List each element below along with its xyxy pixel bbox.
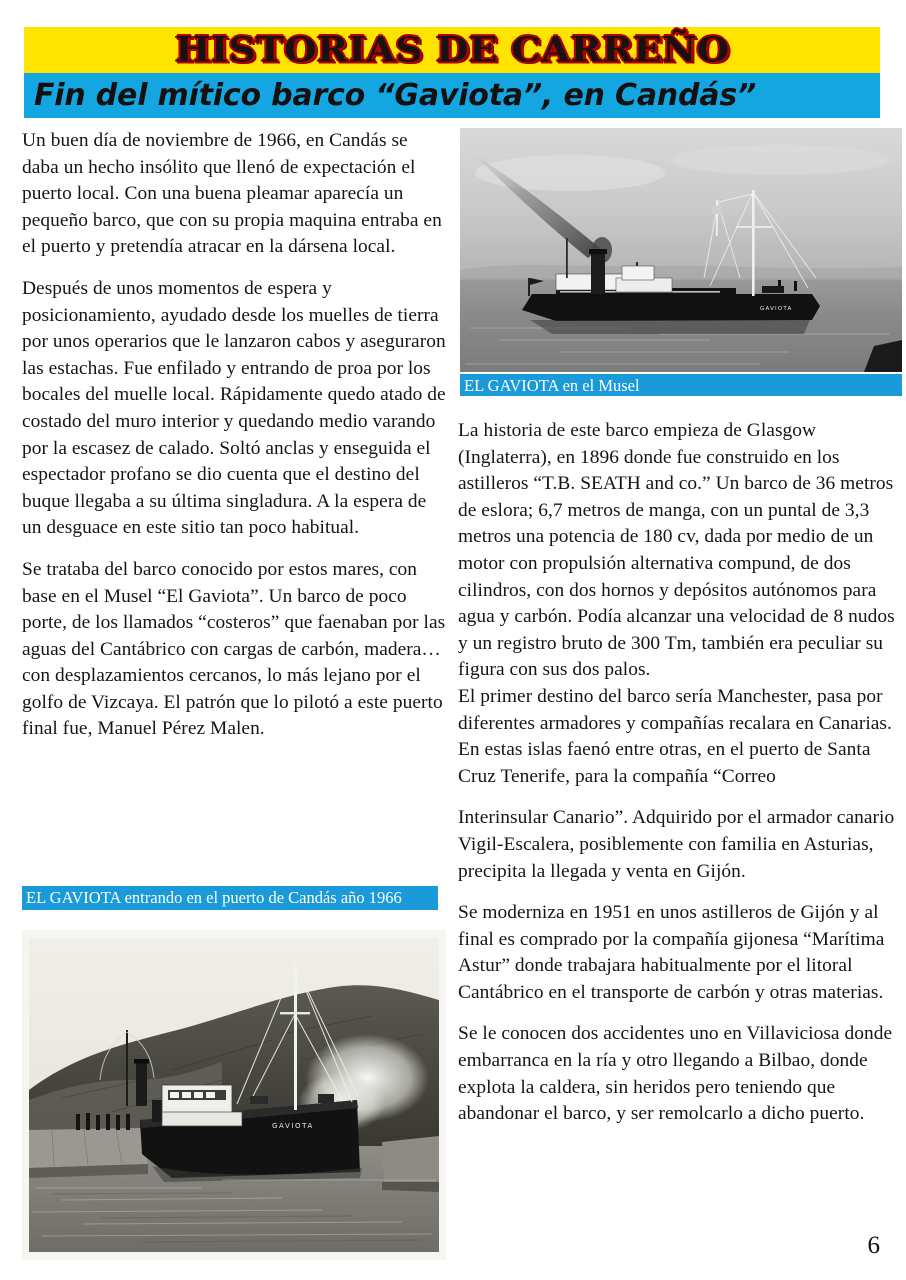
- paragraph: La historia de este barco empieza de Glasgow (Inglaterra), en 1896 donde fue construido en los astilleros “T.B. SEATH and co.” Un barco de 36 metros de eslora; 6,7 metros de manga, con un puntal de 3,3 metros una potencia de 180 cv, dada por medio de un motor con propulsión alternativa compund, de dos cilindros, con dos hornos y depósitos autónomos para agua y carbón. Podía alcanzar una velocidad de 8 nudos y un registro bruto de 300 Tm, también era peculiar su figura con sus dos palos.: [458, 420, 895, 681]
- svg-text:GAVIOTA: GAVIOTA: [272, 1122, 314, 1130]
- paragraph: El primer destino del barco sería Manchester, pasa por diferentes armadores y compañías recalara en Canarias. En estas islas faenó entre otras, en el puerto de Santa Cruz Tenerife, para la compañía “Correo: [458, 685, 892, 787]
- svg-text:GAVIOTA: GAVIOTA: [760, 306, 793, 312]
- page-title-text: HISTORIAS DE CARREÑO: [174, 29, 730, 71]
- photo-caption-top: EL GAVIOTA en el Musel: [460, 374, 902, 396]
- paragraph: Se le conocen dos accidentes uno en Villaviciosa donde embarranca en la ría y otro llegando a Bilbao, donde explota la caldera, sin heridos pero teniendo que abandonar el barco, y ser remolcarlo a dicho puerto.: [458, 1023, 893, 1125]
- ship-entering-harbour-illustration: [22, 930, 446, 1260]
- paragraph: Interinsular Canario”. Adquirido por el armador canario Vigil-Escalera, posiblemente con familia en Asturias, precipita la llegada y venta en Gijón.: [458, 807, 895, 882]
- paragraph: Un buen día de noviembre de 1966, en Candás se daba un hecho insólito que llenó de expectación el puerto local. Con una buena pleamar aparecía un pequeño barco, que con su propia maquina entraba en el puerto y pretendía atracar en la dársena local.: [22, 130, 442, 258]
- steamship-at-sea-illustration: [460, 128, 902, 372]
- article-subtitle: Fin del mítico barco “Gaviota”, en Candás”: [34, 77, 757, 113]
- paragraph: Se trataba del barco conocido por estos mares, con base en el Musel “El Gaviota”. Un barco de poco porte, de los llamados “costeros” que faenaban por las aguas del Cantábrico con cargas de carbón, madera… con desplazamientos cercanos, lo más lejano por el golfo de Vizcaya. El patrón que lo pilotó a este puerto final fue, Manuel Pérez Malen.: [22, 558, 446, 740]
- page-title: [24, 29, 880, 71]
- paragraph: Después de unos momentos de espera y posicionamiento, ayudado desde los muelles de tierra por unos operarios que le lanzaron cabos y aseguraron las estachas. Fue enfilado y entrando de proa por los bocales del muelle local. Rápidamente quedo atado de costado del muro interior y quedando medio varando por la escasez de calado. Soltó anclas y enseguida el espectador profano se dio cuenta que el destino del buque llegaba a su última singladura. A la espera de un desguace en este sitio tan poco habitual.: [22, 277, 446, 539]
- masthead-yellow-banner: [24, 27, 880, 73]
- left-text-column: [22, 128, 446, 758]
- photo-gaviota-at-musel: [460, 128, 902, 372]
- paragraph: Se moderniza en 1951 en unos astilleros de Gijón y al final es comprado por la compañía gijonesa “Marítima Astur” donde trabajara habitualmente por el litoral Cantábrico en el transporte de carbón y otras materias.: [458, 902, 885, 1003]
- photo-gaviota-entering-candas: [22, 930, 446, 1260]
- page-number: 6: [867, 1232, 880, 1259]
- subhead-cyan-banner: [24, 73, 880, 118]
- photo-caption-bottom: EL GAVIOTA entrando en el puerto de Candás año 1966: [22, 886, 438, 910]
